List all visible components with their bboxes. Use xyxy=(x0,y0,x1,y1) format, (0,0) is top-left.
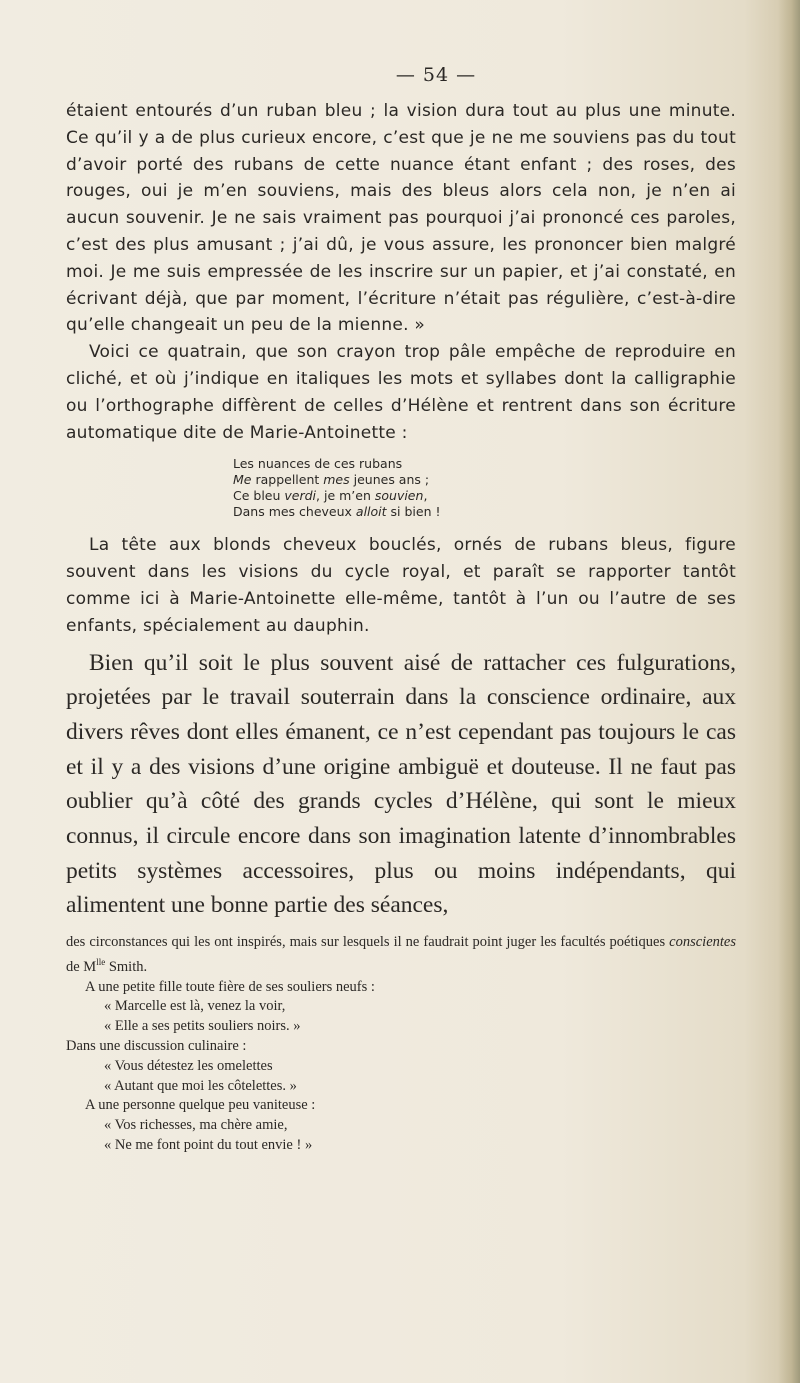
page-number: — 54 — xyxy=(395,64,477,86)
footnote xyxy=(66,933,736,1156)
footnote-example-1-line-2: « Elle a ses petits souliers noirs. » xyxy=(104,1018,301,1035)
paragraph-quatrain-intro: Voici ce quatrain, que son crayon trop pâle empêche de reproduire en cliché, et où j’indique en italiques les mots et syllabes dont la calligraphie ou l’orthographe diffèrent de celles d’Hélène et rentrent dans son écriture automatique dite de Marie-Antoinette : xyxy=(66,342,736,443)
footnote-example-1-label: A une petite fille toute fière de ses souliers neufs : xyxy=(85,978,375,995)
paragraph-fulgurations: Bien qu’il soit le plus souvent aisé de rattacher ces fulgurations, projetées par le travail souterrain dans la conscience ordinaire, aux divers rêves dont elles émanent, ce n’est cependant pas toujours le cas et il y a des visions d’une origine ambiguë et douteuse. Il ne faut pas oublier qu’à côté des grands cycles d’Hélène, qui sont le mieux connus, il circule encore dans son imagination latente d’innombrables petits systèmes accessoires, plus ou moins indépendants, qui alimentent une bonne partie des séances, xyxy=(66,649,736,919)
paragraph-blond-hair: La tête aux blonds cheveux bouclés, ornés de rubans bleus, figure souvent dans les visions du cycle royal, et paraît se rapporter tantôt comme ici à Marie-Antoinette elle-même, tantôt à l’un ou l’autre de ses enfants, spécialement au dauphin. xyxy=(66,535,736,636)
footnote-example-3-line-1: « Vos richesses, ma chère amie, xyxy=(104,1117,288,1134)
page-edge-shadow xyxy=(778,0,800,1383)
footnote-example-1-line-1: « Marcelle est là, venez la voir, xyxy=(104,998,286,1015)
paragraph-quote-end: étaient entourés d’un ruban bleu ; la vision dura tout au plus une minute. Ce qu’il y a de plus curieux encore, c’est que je ne me souviens pas du tout d’avoir porté des rubans de cette nuance étant enfant ; des roses, des rouges, oui je m’en souviens, mais des bleus alors cela non, je n’en ai aucun souvenir. Je ne sais vraiment pas pourquoi j’ai prononcé ces paroles, c’est des plus amusant ; j’ai dû, je vous assure, les prononcer bien malgré moi. Je me suis empressée de les inscrire sur un papier, et j’ai constaté, en écrivant déjà, que par moment, l’écriture n’était pas régulière, c’est-à-dire qu’elle changeait un peu de la mienne. » xyxy=(66,101,736,336)
quatrain-line-3: Ce bleu verdi, je m’en souvien, xyxy=(233,488,428,504)
footnote-example-2-line-2: « Autant que moi les côtelettes. » xyxy=(104,1077,297,1094)
footnote-example-2-label: Dans une discussion culinaire : xyxy=(66,1037,247,1054)
footnote-example-2-line-1: « Vous détestez les omelettes xyxy=(104,1057,273,1074)
quatrain-line-1: Les nuances de ces rubans xyxy=(233,456,403,472)
page-text-block xyxy=(66,64,736,1156)
footnote-example-3-label: A une personne quelque peu vaniteuse : xyxy=(85,1097,316,1114)
footnote-example-3-line-2: « Ne me font point du tout envie ! » xyxy=(104,1136,313,1153)
quatrain xyxy=(233,456,736,520)
quatrain-line-4: Dans mes cheveux alloit si bien ! xyxy=(233,504,441,520)
footnote-intro: des circonstances qui les ont inspirés, mais sur lesquels il ne faudrait point juger les facultés poétiques conscientes de $M^{lle}$ Smith. xyxy=(66,934,736,975)
quatrain-line-2: Me rappellent mes jeunes ans ; xyxy=(233,472,430,488)
